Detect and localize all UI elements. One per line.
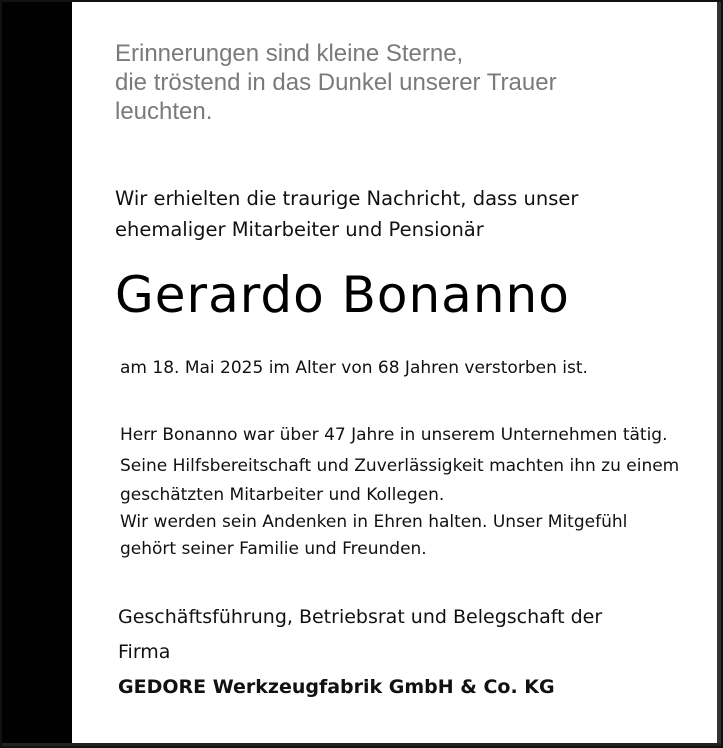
mourning-bar — [2, 2, 72, 746]
signoff — [118, 600, 602, 705]
tribute-line: geschätzten Mitarbeiter und Kollegen. — [120, 485, 445, 505]
intro-line: Wir erhielten die traurige Nachricht, dass unser — [115, 187, 579, 210]
tribute-line: Seine Hilfsbereitschaft und Zuverlässigkeit machten ihn zu einem — [120, 456, 680, 476]
memorial-quote — [115, 39, 675, 126]
quote-line: Erinnerungen sind kleine Sterne, — [115, 40, 464, 67]
tribute-text — [120, 420, 679, 563]
tribute-line: Herr Bonanno war über 47 Jahre in unserem Unternehmen tätig. — [120, 425, 668, 445]
quote-line: die tröstend in das Dunkel unserer Trauer — [115, 69, 557, 96]
deceased-name: Gerardo Bonanno — [115, 266, 570, 324]
frame-edge-bottom — [2, 743, 721, 746]
company-name: GEDORE Werkzeugfabrik GmbH & Co. KG — [118, 676, 555, 698]
frame-edge-right — [717, 2, 721, 746]
death-notice: am 18. Mai 2025 im Alter von 68 Jahren verstorben ist. — [120, 358, 588, 378]
signoff-line: Firma — [118, 641, 171, 663]
signoff-line: Geschäftsführung, Betriebsrat und Belegschaft der — [118, 606, 603, 628]
intro-text — [115, 183, 578, 245]
tribute-line: Wir werden sein Andenken in Ehren halten. Unser Mitgefühl — [120, 512, 628, 532]
quote-line: leuchten. — [115, 98, 213, 125]
tribute-line: gehört seiner Familie und Freunden. — [120, 539, 427, 559]
intro-line: ehemaliger Mitarbeiter und Pensionär — [115, 218, 484, 241]
